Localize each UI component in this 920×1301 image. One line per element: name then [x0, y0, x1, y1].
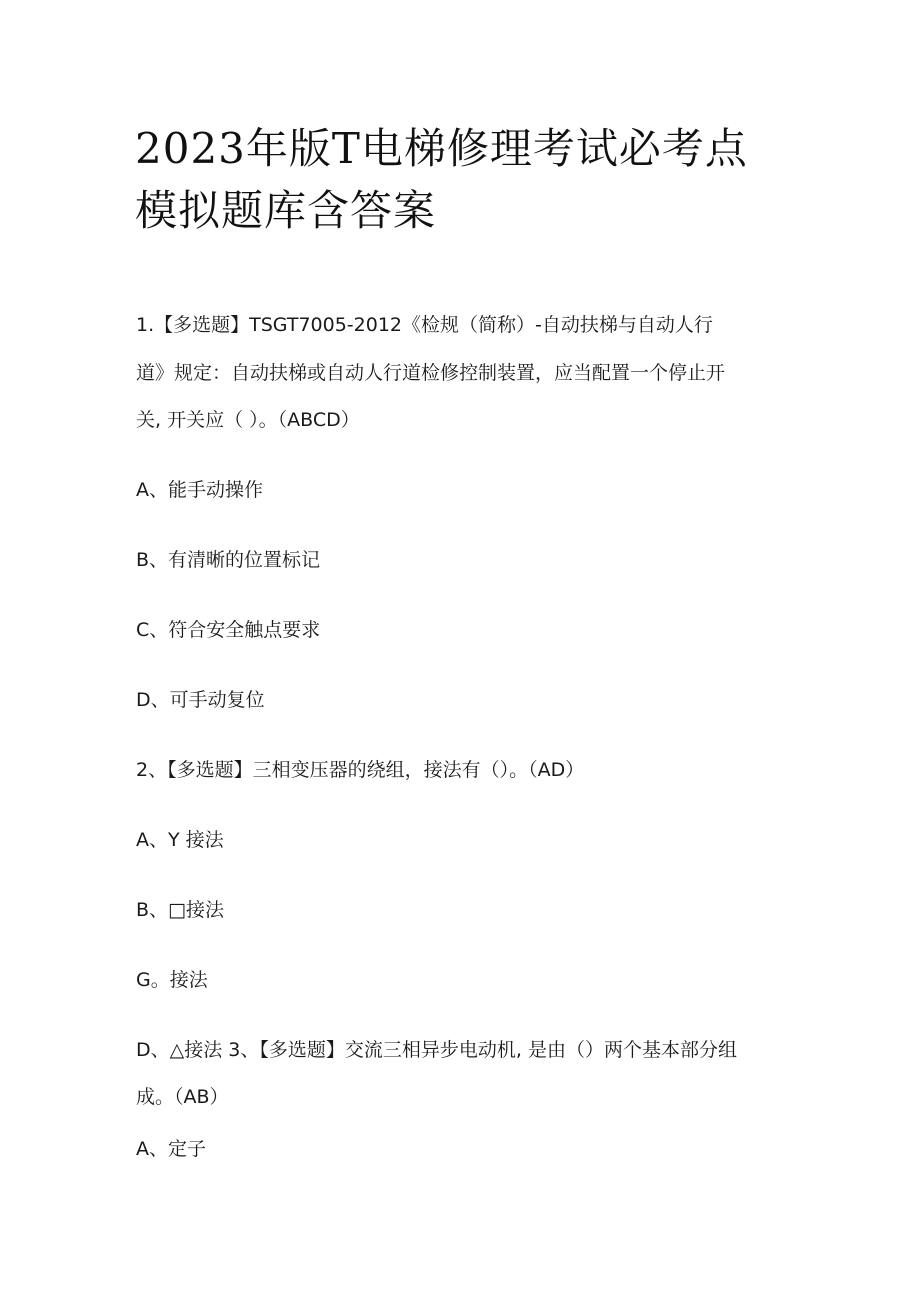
question-1-text-line-3: 关, 开关应（ ）。（ABCD） — [136, 409, 360, 431]
question-2-option-c: G。接法 — [136, 969, 208, 991]
question-1-option-d: D、可手动复位 — [136, 689, 265, 711]
title-line-2: 模拟题库含答案 — [135, 186, 437, 235]
document-title — [135, 118, 795, 242]
question-3-option-a: A、定子 — [136, 1138, 206, 1160]
question-2-text: 2、【多选题】三相变压器的绕组，接法有（）。（AD） — [136, 759, 585, 781]
question-1-text-line-2: 道》规定：自动扶梯或自动人行道检修控制装置，应当配置一个停止开 — [136, 362, 726, 384]
question-2-option-b: B、□接法 — [136, 899, 224, 921]
question-2-option-d-question-3-text: D、△接法 3、【多选题】交流三相异步电动机, 是由（）两个基本部分组 — [136, 1039, 737, 1061]
question-3-text-line-2: 成。（AB） — [136, 1086, 229, 1108]
question-1-option-c: C、符合安全触点要求 — [136, 619, 321, 641]
question-1-text-line-1: 1.【多选题】TSGT7005-2012《检规（简称）-自动扶梯与自动人行 — [136, 314, 713, 336]
title-line-1: 2023年版T电梯修理考试必考点 — [135, 124, 748, 173]
question-2-option-a: A、Y 接法 — [136, 829, 224, 851]
question-1-option-a: A、能手动操作 — [136, 479, 263, 501]
question-1-option-b: B、有清晰的位置标记 — [136, 549, 321, 571]
